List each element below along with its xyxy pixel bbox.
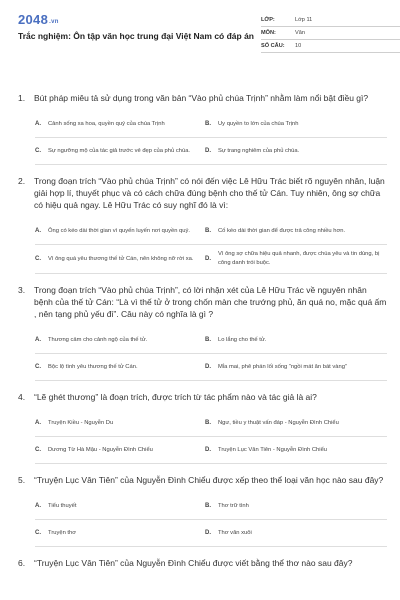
answer-option[interactable]: [205, 218, 387, 244]
answer-option[interactable]: [205, 410, 387, 436]
answer-text: Cố kéo dài thời gian để được trả công nhiều hơn.: [218, 227, 346, 234]
question-header: [18, 92, 387, 104]
answer-option[interactable]: [35, 520, 205, 546]
answer-letter: A.: [35, 228, 41, 234]
answer-letter: A.: [35, 337, 41, 343]
answer-text: Cảnh sống xa hoa, quyền quý của chúa Trịnh: [48, 120, 165, 127]
question-number: 2.: [18, 176, 26, 186]
question-text: Trong đoạn trích “Vào phủ chúa Trịnh” có nói đến việc Lê Hữu Trác biết rõ nguyên nhân, luận giải hợp lí, thuyết phục và có cách chữa đúng bệnh cho thế tử Cán. Tuy nhiên, ông sợ chữa có hiệu quả ngay. Lê Hữu Trác có suy nghĩ đó là vì:: [34, 176, 385, 210]
answer-option[interactable]: [35, 138, 205, 164]
answer-text: Mỉa mai, phê phán lối sống “ngồi mát ăn bát vàng”: [218, 363, 347, 370]
logo-domain: .vn: [49, 19, 59, 25]
question-header: [18, 474, 387, 486]
answer-row: [35, 327, 387, 354]
answer-text: Thơ trữ tình: [218, 502, 249, 509]
answer-letter: C.: [35, 364, 41, 370]
meta-key: MÔN:: [261, 30, 276, 36]
answer-option[interactable]: [35, 111, 205, 137]
answer-option[interactable]: [35, 493, 205, 519]
question-header: [18, 284, 387, 320]
answer-letter: A.: [35, 503, 41, 509]
question-item: [18, 391, 387, 464]
question-header: [18, 557, 387, 569]
answer-text: Sự ngưỡng mộ của tác giả trước vẻ đẹp của phủ chúa.: [48, 147, 191, 154]
answer-letter: D.: [205, 364, 211, 370]
answer-letter: C.: [35, 256, 41, 262]
answer-letter: B.: [205, 503, 211, 509]
answer-option[interactable]: [35, 218, 205, 244]
question-number: 6.: [18, 558, 26, 568]
meta-key: LỚP:: [261, 17, 275, 23]
question-text: Bút pháp miêu tả sử dụng trong văn bản “Vào phủ chúa Trịnh” nhằm làm nổi bật điều gì?: [34, 93, 369, 103]
question-item: [18, 175, 387, 274]
answer-row: [35, 138, 387, 165]
question-list: [18, 92, 387, 569]
question-number: 4.: [18, 392, 26, 402]
answer-text: Vì ông quá yêu thương thế tử Cán, nên không nỡ rời xa.: [48, 255, 194, 262]
answer-text: Sự trang nghiêm của phủ chúa.: [218, 147, 300, 154]
answer-row: [35, 437, 387, 464]
answer-row: [35, 493, 387, 520]
answer-text: Uy quyền to lớn của chúa Trịnh: [218, 120, 299, 127]
answer-option[interactable]: [35, 410, 205, 436]
answer-text: Thơ văn xuôi: [218, 529, 252, 536]
answer-text: Truyện Lục Vân Tiên - Nguyễn Đình Chiểu: [218, 446, 328, 453]
answer-letter: C.: [35, 148, 41, 154]
answer-text: Tiểu thuyết: [48, 502, 77, 509]
question-text: “Truyện Lục Vân Tiên” của Nguyễn Đình Chiểu được xếp theo thể loại văn học nào sau đây?: [34, 475, 384, 485]
answer-options: [18, 327, 387, 381]
question-item: [18, 557, 387, 569]
meta-key: SỐ CÂU:: [261, 43, 285, 49]
answer-text: Dương Từ Hà Mậu - Nguyễn Đình Chiểu: [48, 446, 153, 453]
answer-option[interactable]: [205, 437, 387, 463]
answer-row: [35, 520, 387, 547]
answer-options: [18, 218, 387, 274]
answer-option[interactable]: [205, 327, 387, 353]
answer-option[interactable]: [35, 246, 205, 272]
answer-letter: A.: [35, 420, 41, 426]
answer-text: Ngư, tiều y thuật vấn đáp - Nguyễn Đình Chiểu: [218, 419, 339, 426]
question-text: “Lẽ ghét thương” là đoạn trích, được trích từ tác phẩm nào và tác giả là ai?: [34, 392, 317, 402]
answer-row: [35, 111, 387, 138]
question-item: [18, 284, 387, 381]
answer-option[interactable]: [35, 437, 205, 463]
question-number: 3.: [18, 285, 26, 295]
answer-letter: D.: [205, 148, 211, 154]
answer-option[interactable]: [205, 245, 387, 273]
answer-option[interactable]: [205, 354, 387, 380]
answer-letter: A.: [35, 121, 41, 127]
answer-letter: B.: [205, 121, 211, 127]
answer-text: Vì ông sợ chữa hiệu quả nhanh, được chúa yêu và tin dùng, bị công danh trói buộc.: [218, 251, 380, 266]
meta-row-class: [261, 14, 400, 27]
page-header: [18, 12, 387, 72]
meta-value: Văn: [295, 30, 305, 36]
answer-letter: B.: [205, 420, 211, 426]
answer-letter: D.: [205, 530, 211, 536]
answer-row: [35, 218, 387, 245]
answer-text: Truyện Kiều - Nguyễn Du: [48, 419, 114, 426]
question-number: 1.: [18, 93, 26, 103]
answer-option[interactable]: [205, 493, 387, 519]
answer-option[interactable]: [35, 354, 205, 380]
answer-text: Thương cảm cho cảnh ngộ của thế tử.: [48, 336, 148, 343]
answer-option[interactable]: [205, 138, 387, 164]
answer-option[interactable]: [205, 520, 387, 546]
answer-option[interactable]: [205, 111, 387, 137]
meta-value: 10: [295, 43, 302, 49]
question-number: 5.: [18, 475, 26, 485]
logo-main: 2048: [18, 12, 49, 27]
answer-text: Truyện thơ: [48, 529, 77, 536]
question-header: [18, 175, 387, 211]
answer-letter: D.: [205, 447, 211, 453]
answer-options: [18, 111, 387, 165]
question-item: [18, 92, 387, 165]
answer-text: Bộc lộ tình yêu thương thế tử Cán.: [48, 363, 138, 370]
question-item: [18, 474, 387, 547]
answer-text: Ông có kéo dài thời gian vì quyến luyến nơi quyền quý.: [48, 227, 190, 234]
answer-row: [35, 354, 387, 381]
answer-options: [18, 493, 387, 547]
answer-text: Lo lắng cho thế tử.: [218, 336, 267, 343]
meta-row-subject: [261, 27, 400, 40]
meta-value: Lớp 11: [295, 17, 313, 23]
answer-options: [18, 410, 387, 464]
answer-letter: C.: [35, 447, 41, 453]
answer-option[interactable]: [35, 327, 205, 353]
answer-row: [35, 410, 387, 437]
answer-letter: D.: [205, 256, 211, 262]
question-text: “Truyện Lục Vân Tiên” của Nguyễn Đình Chiểu được viết bằng thể thơ nào sau đây?: [34, 558, 353, 568]
answer-letter: B.: [205, 337, 211, 343]
answer-letter: B.: [205, 228, 211, 234]
answer-row: [35, 245, 387, 274]
answer-letter: C.: [35, 530, 41, 536]
quiz-meta-table: [261, 14, 400, 53]
question-text: Trong đoạn trích “Vào phủ chúa Trịnh”, có lời nhận xét của Lê Hữu Trác về nguyên nhân bệnh của thế tử Cán: “Là vì thế tử ở trong chốn màn che trướng phủ, ăn quá no, mặc quá ấm , nên tạng phủ yếu đi”. Câu này có nghĩa là gì ?: [34, 285, 387, 319]
meta-row-count: [261, 40, 400, 53]
page-title: Trắc nghiệm: Ôn tập văn học trung đại Việt Nam có đáp án: [18, 31, 254, 41]
question-header: [18, 391, 387, 403]
